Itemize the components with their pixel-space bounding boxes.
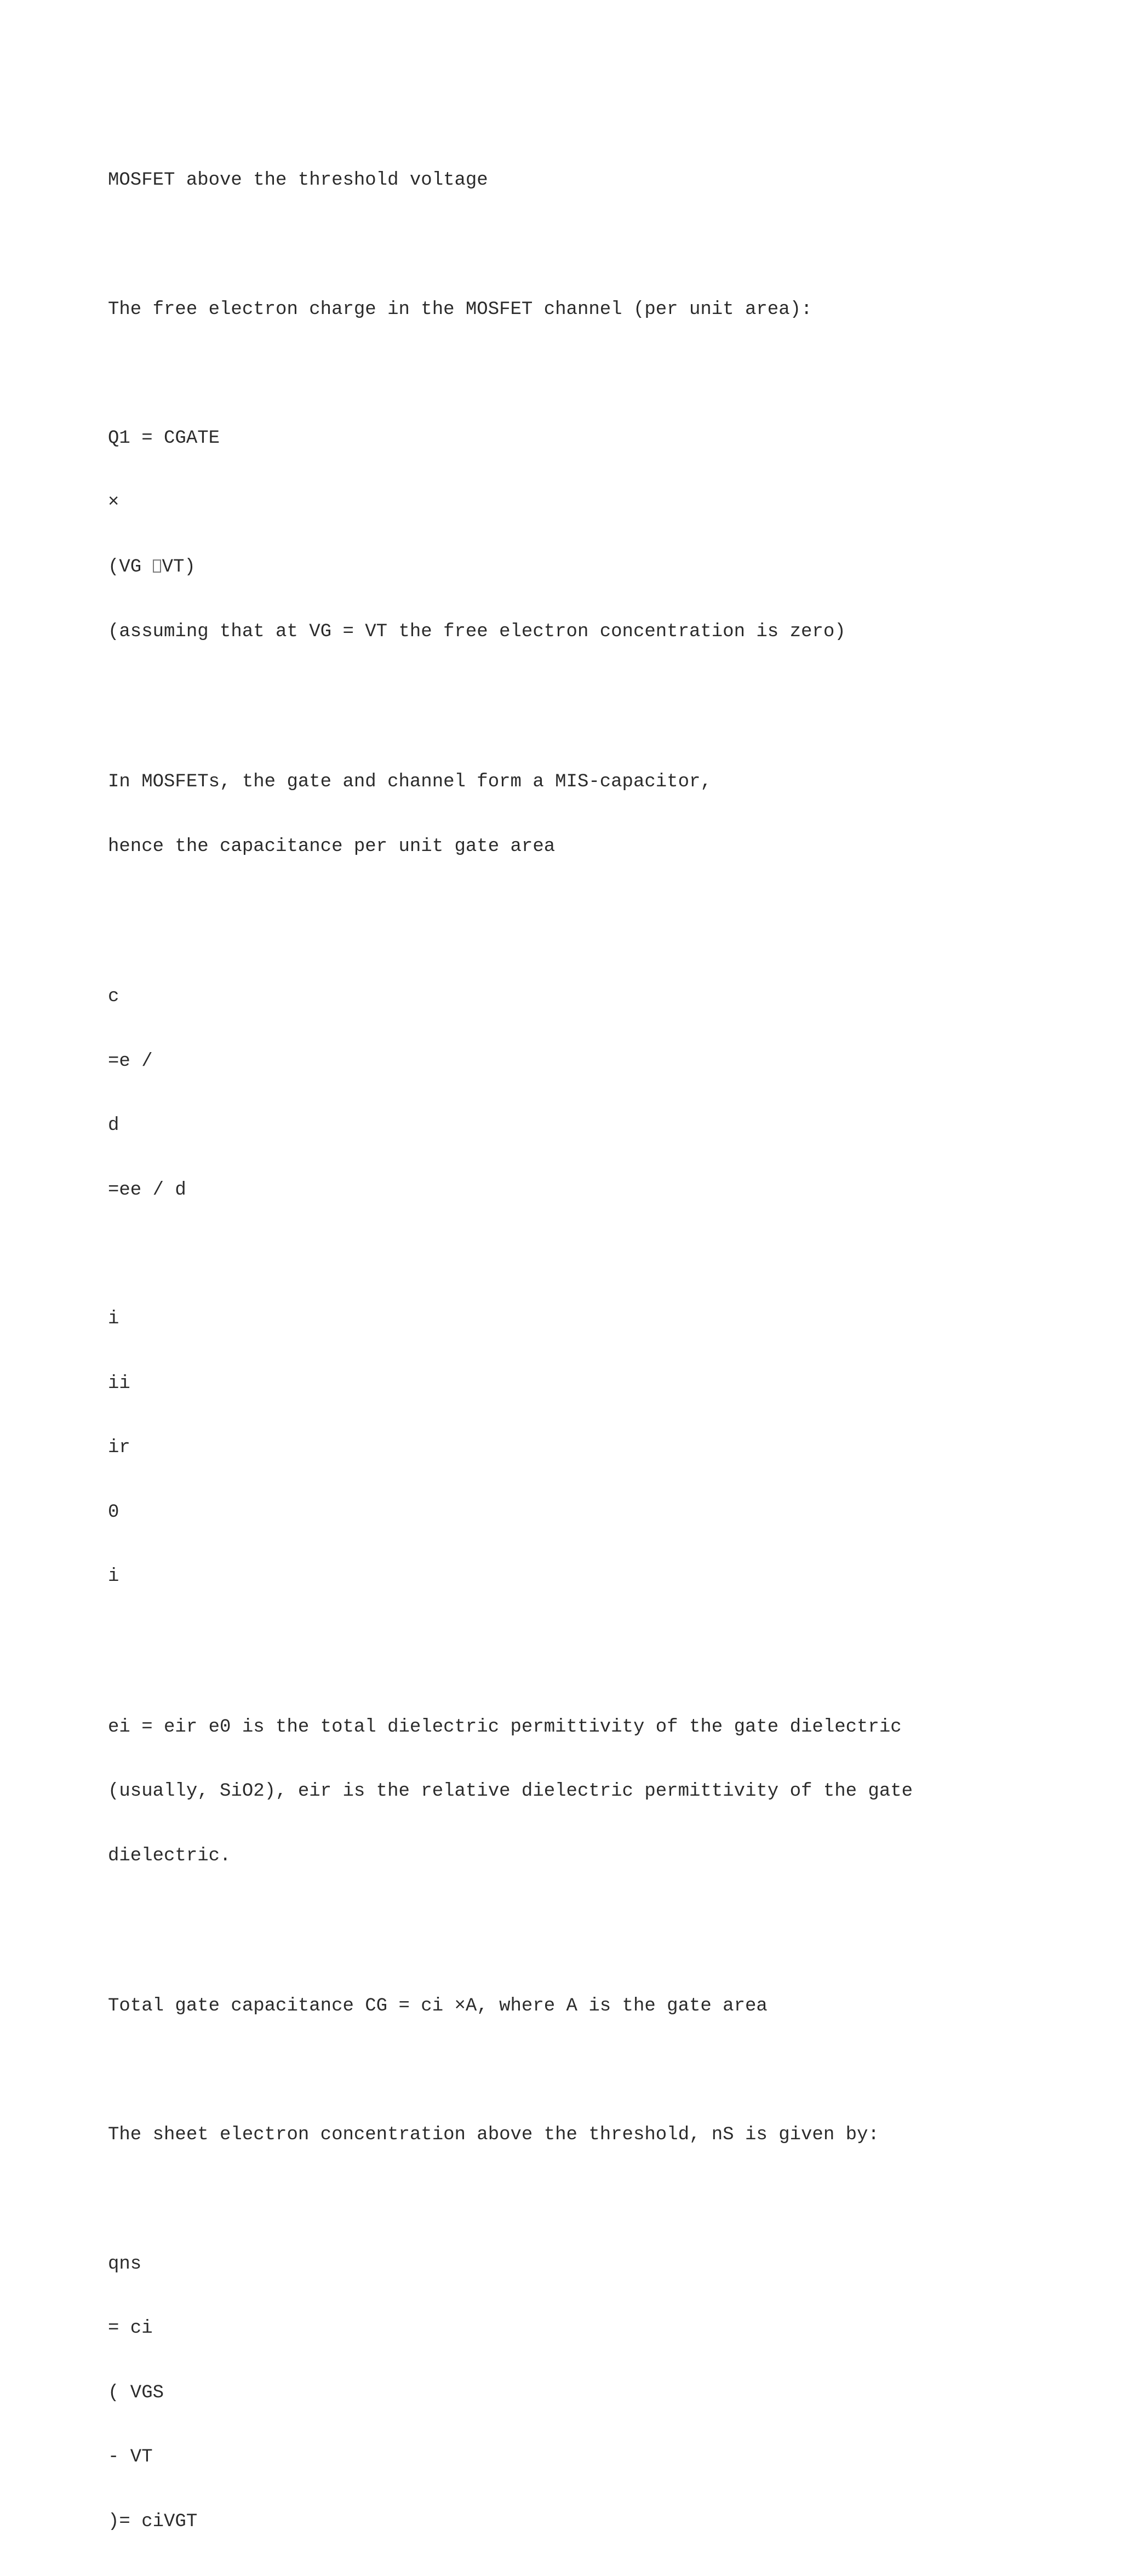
equation-charge-line1: Q1 = CGATE xyxy=(108,427,220,449)
heading: MOSFET above the threshold voltage xyxy=(108,170,488,191)
equation-sheet-line1: qns xyxy=(108,2253,142,2275)
equation-charge-note: (assuming that at VG = VT the free electron concentration is zero) xyxy=(108,621,846,642)
equation-capacitance-line4: =ee / d xyxy=(108,1179,186,1201)
missing-glyph-icon xyxy=(153,559,161,573)
mis-text-line1: In MOSFETs, the gate and channel form a MIS-capacitor, xyxy=(108,771,712,792)
permittivity-text-line1: ei = eir e0 is the total dielectric permittivity of the gate dielectric xyxy=(108,1716,902,1738)
equation-charge-prefix: (VG xyxy=(108,556,153,578)
intro-text: The free electron charge in the MOSFET channel (per unit area): xyxy=(108,299,812,320)
subscript-line: i xyxy=(108,1566,119,1587)
equation-sheet-line2: = ci xyxy=(108,2318,153,2339)
permittivity-text-line2: (usually, SiO2), eir is the relative dielectric permittivity of the gate xyxy=(108,1781,913,1802)
equation-charge-times: × xyxy=(108,492,119,513)
equation-sheet-line5: )= ciVGT xyxy=(108,2511,198,2532)
subscript-line: i xyxy=(108,1308,119,1329)
subscript-line: 0 xyxy=(108,1501,119,1523)
document-body xyxy=(108,127,1050,2576)
total-capacitance-text: Total gate capacitance CG = ci ×A, where A is the gate area xyxy=(108,1996,768,2017)
equation-sheet-line3: ( VGS xyxy=(108,2382,164,2403)
subscript-line: ir xyxy=(108,1437,130,1459)
subscript-line: ii xyxy=(108,1373,130,1394)
equation-capacitance-line1: c xyxy=(108,986,119,1007)
permittivity-text-line3: dielectric. xyxy=(108,1845,231,1866)
equation-capacitance-line2: =e / xyxy=(108,1050,153,1072)
equation-capacitance-line3: d xyxy=(108,1115,119,1136)
equation-sheet-line4: - VT xyxy=(108,2447,153,2468)
equation-charge-suffix: VT) xyxy=(162,556,196,578)
mis-text-line2: hence the capacitance per unit gate area xyxy=(108,836,556,857)
equation-charge-line3 xyxy=(108,557,1050,578)
sheet-concentration-text: The sheet electron concentration above the threshold, nS is given by: xyxy=(108,2124,879,2146)
